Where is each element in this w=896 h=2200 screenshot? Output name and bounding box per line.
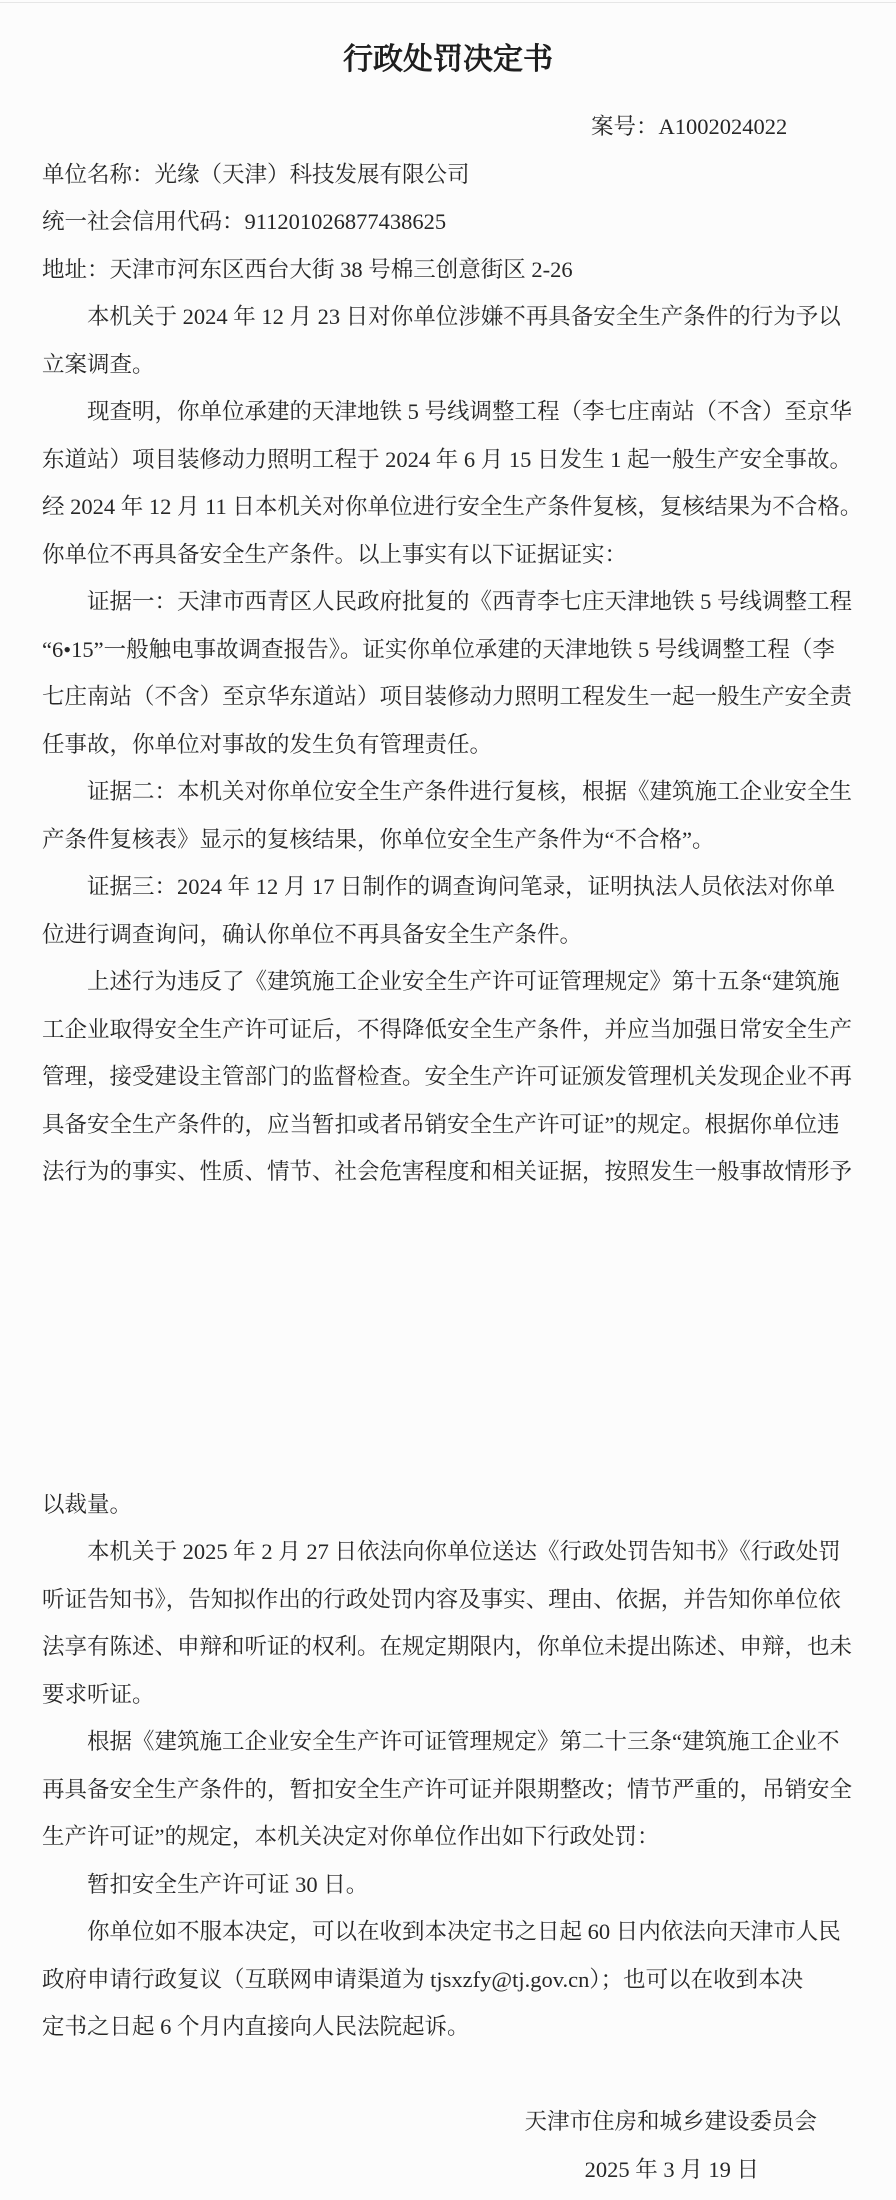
- document-line: 七庄南站（不含）至京华东道站）项目装修动力照明工程发生一起一般生产安全责: [42, 684, 853, 709]
- blank-line: [0, 1243, 896, 1291]
- document-line: 本机关于 2025 年 2 月 27 日依法向你单位送达《行政处罚告知书》《行政处罚: [42, 1539, 841, 1564]
- blank-line: [0, 1291, 896, 1339]
- document-line: 具备安全生产条件的，应当暂扣或者吊销安全生产许可证”的规定。根据你单位违: [42, 1111, 840, 1137]
- signature-organization: 天津市住房和城乡建设委员会: [524, 2109, 817, 2134]
- document-body: [0, 103, 896, 2193]
- document-line: 立案调查。: [42, 351, 155, 377]
- document-line: 管理，接受建设主管部门的监督检查。安全生产许可证颁发管理机关发现企业不再: [42, 1064, 853, 1089]
- document-line: 你单位不再具备安全生产条件。以上事实有以下证据证实：: [42, 541, 628, 567]
- document-line: 本机关于 2024 年 12 月 23 日对你单位涉嫌不再具备安全生产条件的行为予以: [42, 304, 841, 329]
- document-line: 法享有陈述、申辩和听证的权利。在规定期限内，你单位未提出陈述、申辩，也未: [42, 1634, 853, 1659]
- document-line: 政府申请行政复议（互联网申请渠道为 tjsxzfy@tj.gov.cn）；也可以在收到本决: [42, 1966, 804, 1992]
- document-line: 再具备安全生产条件的，暂扣安全生产许可证并限期整改；情节严重的，吊销安全: [42, 1776, 853, 1802]
- document-line: 听证告知书》，告知拟作出的行政处罚内容及事实、理由、依据，并告知你单位依: [42, 1586, 841, 1612]
- document-line: 生产许可证”的规定，本机关决定对你单位作出如下行政处罚：: [42, 1824, 660, 1849]
- blank-line: [0, 1338, 896, 1386]
- company-info-line: 单位名称：光缘（天津）科技发展有限公司: [42, 161, 470, 187]
- document-line: 证据一：天津市西青区人民政府批复的《西青李七庄天津地铁 5 号线调整工程: [42, 589, 853, 614]
- document-line: 经 2024 年 12 月 11 日本机关对你单位进行安全生产条件复核，复核结果为不合格。: [42, 494, 863, 519]
- signature-date: 2025 年 3 月 19 日: [584, 2156, 759, 2182]
- document-line: 位进行调查询问，确认你单位不再具备安全生产条件。: [42, 921, 583, 947]
- company-info-line: 统一社会信用代码：911201026877438625: [42, 209, 447, 234]
- document-line: 任事故，你单位对事故的发生负有管理责任。: [42, 731, 493, 757]
- document-line: 暂扣安全生产许可证 30 日。: [42, 1871, 369, 1897]
- document-line: 证据二：本机关对你单位安全生产条件进行复核，根据《建筑施工企业安全生: [42, 779, 853, 804]
- company-info-line: 地址：天津市河东区西台大街 38 号棉三创意街区 2-26: [42, 256, 573, 282]
- document-line: 工企业取得安全生产许可证后，不得降低安全生产条件，并应当加强日常安全生产: [42, 1016, 853, 1042]
- document-line: “6•15”一般触电事故调查报告》。证实你单位承建的天津地铁 5 号线调整工程（李: [42, 636, 835, 662]
- company-info-section: [0, 151, 896, 294]
- document-line: 要求听证。: [42, 1681, 155, 1707]
- blank-line: [0, 1433, 896, 1481]
- document-line: 定书之日起 6 个月内直接向人民法院起诉。: [42, 2014, 470, 2039]
- document-line: 上述行为违反了《建筑施工企业安全生产许可证管理规定》第十五条“建筑施: [42, 969, 840, 994]
- case-number: 案号：A1002024022: [591, 114, 788, 139]
- document-line: 现查明，你单位承建的天津地铁 5 号线调整工程（李七庄南站（不含）至京华: [42, 399, 853, 424]
- blank-line: [0, 1196, 896, 1244]
- document-line: 法行为的事实、性质、情节、社会危害程度和相关证据，按照发生一般事故情形予: [42, 1159, 853, 1184]
- blank-line: [0, 1386, 896, 1434]
- document-line: 以裁量。: [42, 1491, 133, 1517]
- document-title: 行政处罚决定书: [343, 43, 553, 76]
- document-line: 证据三：2024 年 12 月 17 日制作的调查询问笔录，证明执法人员依法对你单: [42, 874, 836, 899]
- document-line: 你单位如不服本决定，可以在收到本决定书之日起 60 日内依法向天津市人民: [42, 1919, 841, 1944]
- document-line: 东道站）项目装修动力照明工程于 2024 年 6 月 15 日发生 1 起一般生产安全事故。: [42, 446, 853, 472]
- decision-text-section: [0, 293, 896, 2051]
- document-line: 产条件复核表》显示的复核结果，你单位安全生产条件为“不合格”。: [42, 826, 715, 852]
- document-line: 根据《建筑施工企业安全生产许可证管理规定》第二十三条“建筑施工企业不: [42, 1729, 840, 1754]
- scan-edge-line: [0, 2, 896, 3]
